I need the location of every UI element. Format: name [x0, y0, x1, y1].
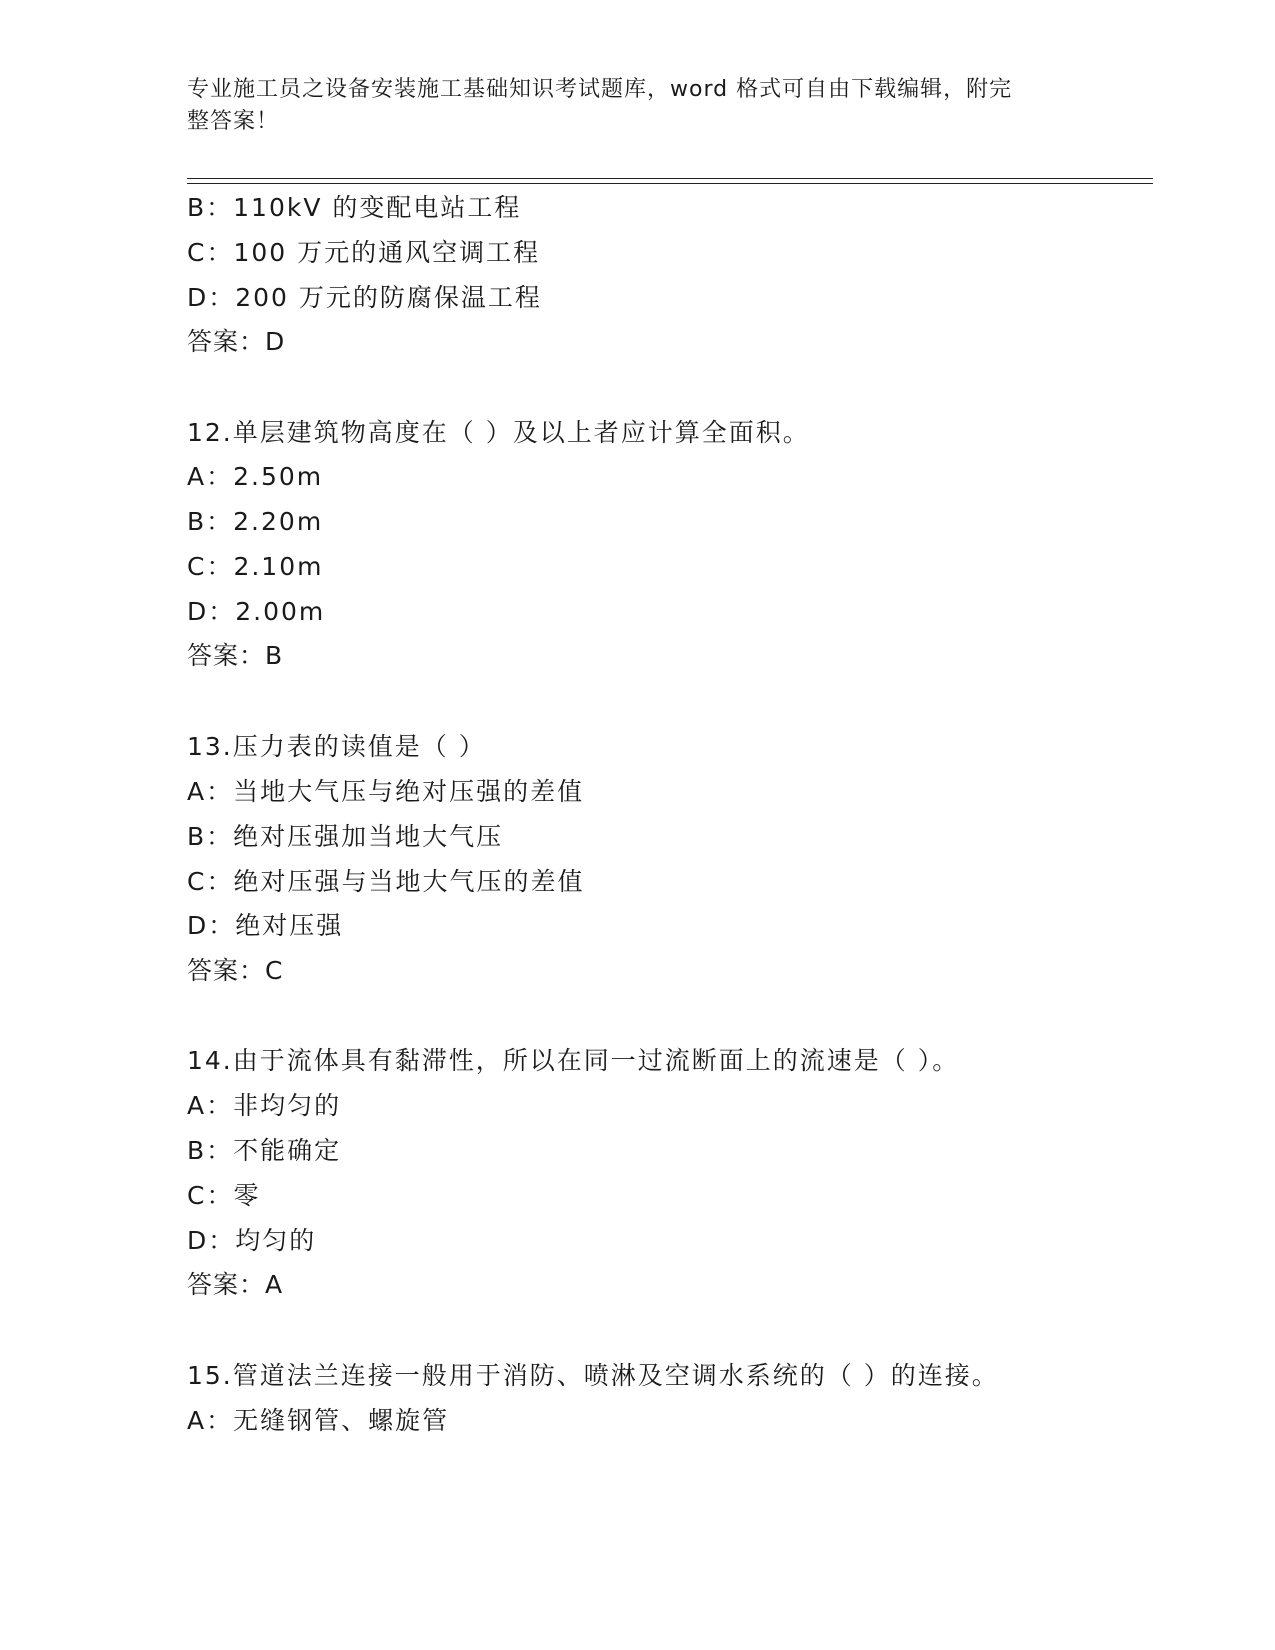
q14-option-b: B：不能确定 [187, 1136, 342, 1165]
q13-question: 13.压力表的读值是（ ） [187, 732, 486, 761]
header-divider-bottom [187, 183, 1153, 184]
q12-option-c: C：2.10m [187, 552, 324, 581]
q13-answer: 答案：C [187, 956, 284, 985]
q12-option-d: D：2.00m [187, 597, 326, 626]
q11-option-d: D：200 万元的防腐保温工程 [187, 283, 542, 312]
q11-answer: 答案：D [187, 327, 286, 356]
header-line-2: 整答案！ [187, 109, 280, 134]
q12-answer: 答案：B [187, 641, 284, 670]
q12-option-b: B：2.20m [187, 507, 324, 536]
q15-option-a: A：无缝钢管、螺旋管 [187, 1406, 450, 1435]
q14-option-a: A：非均匀的 [187, 1091, 342, 1120]
q14-option-c: C：零 [187, 1181, 261, 1210]
q14-option-d: D：均匀的 [187, 1226, 317, 1255]
q13-option-c: C：绝对压强与当地大气压的差值 [187, 867, 585, 896]
q12-option-a: A：2.50m [187, 462, 324, 491]
q11-option-b: B：110kV 的变配电站工程 [187, 193, 522, 222]
q13-option-a: A：当地大气压与绝对压强的差值 [187, 777, 585, 806]
header-line-1: 专业施工员之设备安装施工基础知识考试题库，word 格式可自由下载编辑，附完 [187, 77, 1013, 102]
q13-option-b: B：绝对压强加当地大气压 [187, 822, 504, 851]
q14-question: 14.由于流体具有黏滞性，所以在同一过流断面上的流速是（ ）。 [187, 1046, 960, 1075]
q14-answer: 答案：A [187, 1270, 284, 1299]
q12-question: 12.单层建筑物高度在（ ）及以上者应计算全面积。 [187, 418, 810, 447]
q15-question: 15.管道法兰连接一般用于消防、喷淋及空调水系统的（ ）的连接。 [187, 1361, 999, 1390]
document-header [187, 74, 1067, 138]
header-divider-top [187, 178, 1153, 179]
q13-option-d: D：绝对压强 [187, 911, 344, 940]
q11-option-c: C：100 万元的通风空调工程 [187, 238, 541, 267]
